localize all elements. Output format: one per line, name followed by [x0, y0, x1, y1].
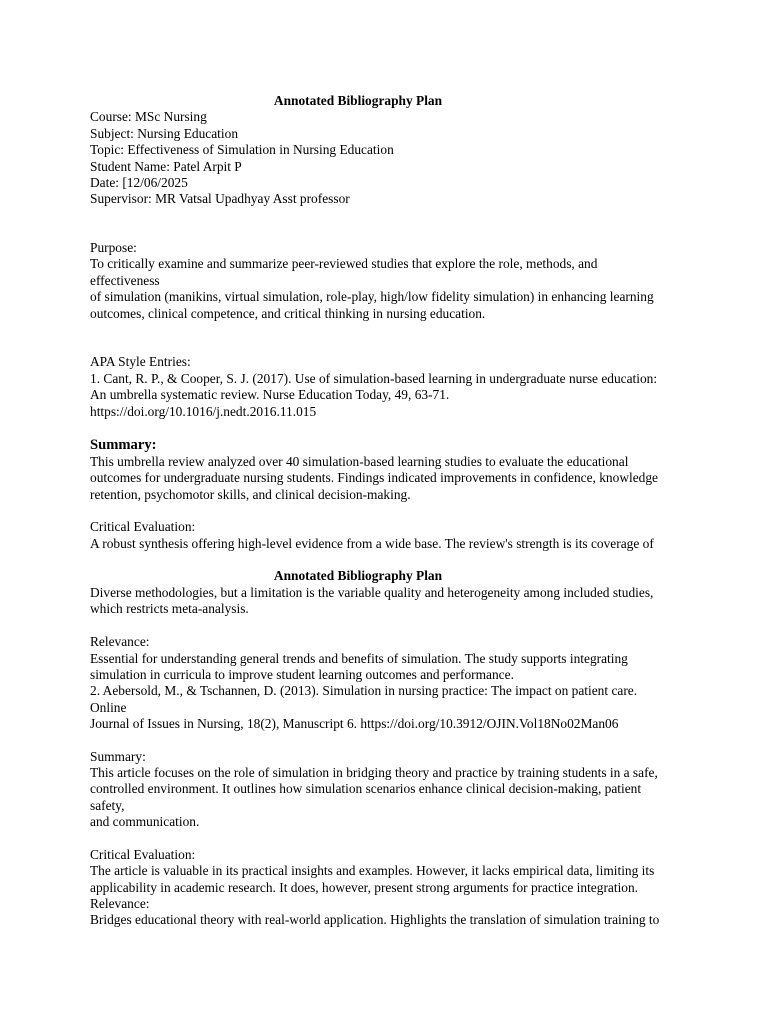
document-title: Annotated Bibliography Plan: [273, 93, 443, 108]
summary-text-line: safety,: [90, 798, 125, 813]
course-line: Course: MSc Nursing: [90, 109, 207, 124]
purpose-text-line: effectiveness: [90, 273, 160, 288]
supervisor-line: Supervisor: MR Vatsal Upadhyay Asst professor: [90, 191, 350, 206]
date-line: Date: [12/06/2025: [90, 175, 188, 190]
critical-evaluation-text-line: The article is valuable in its practical insights and examples. However, it lacks empirical data, limiting its: [90, 863, 655, 878]
critical-evaluation-text-line: which restricts meta-analysis.: [90, 601, 249, 616]
topic-line: Topic: Effectiveness of Simulation in Nursing Education: [90, 142, 394, 157]
reference-entry-2-line: 2. Aebersold, M., & Tschannen, D. (2013). Simulation in nursing practice: The impact on patient care.: [90, 683, 638, 698]
summary-text-line: and communication.: [90, 814, 200, 829]
student-name-line: Student Name: Patel Arpit P: [90, 159, 242, 174]
summary-heading: Summary:: [90, 437, 157, 453]
relevance-text-line: Bridges educational theory with real-world application. Highlights the translation of simulation training to: [90, 912, 660, 927]
reference-entry-2-line: Online: [90, 700, 127, 715]
purpose-text-line: of simulation (manikins, virtual simulation, role-play, high/low fidelity simulation) in enhancing learning: [90, 289, 654, 304]
summary-text-line: controlled environment. It outlines how simulation scenarios enhance clinical decision-making, patient: [90, 781, 642, 796]
summary-text-line: retention, psychomotor skills, and clinical decision-making.: [90, 487, 411, 502]
relevance-heading: Relevance:: [90, 634, 150, 649]
reference-entry-1-line: An umbrella systematic review. Nurse Education Today, 49, 63-71.: [90, 387, 450, 402]
critical-evaluation-text-line: A robust synthesis offering high-level evidence from a wide base. The review's strength is its coverage of: [90, 536, 654, 551]
apa-heading: APA Style Entries:: [90, 354, 191, 369]
relevance-text-line: simulation in curricula to improve student learning outcomes and performance.: [90, 667, 514, 682]
relevance-text-line: Essential for understanding general trends and benefits of simulation. The study supports integrating: [90, 651, 628, 666]
summary-text-line: This umbrella review analyzed over 40 simulation-based learning studies to evaluate the educational: [90, 454, 629, 469]
subject-line: Subject: Nursing Education: [90, 126, 239, 141]
summary-heading: Summary:: [90, 749, 146, 764]
reference-entry-1-doi: https://doi.org/10.1016/j.nedt.2016.11.015: [90, 404, 317, 419]
relevance-heading: Relevance:: [90, 896, 150, 911]
critical-evaluation-text-line: applicability in academic research. It does, however, present strong arguments for practice integration.: [90, 880, 639, 895]
purpose-heading: Purpose:: [90, 240, 137, 255]
reference-entry-2-line: Journal of Issues in Nursing, 18(2), Manuscript 6. https://doi.org/10.3912/OJIN.Vol18No02Man06: [90, 716, 619, 731]
summary-text-line: This article focuses on the role of simulation in bridging theory and practice by training students in a safe,: [90, 765, 658, 780]
critical-evaluation-heading: Critical Evaluation:: [90, 847, 196, 862]
purpose-text-line: outcomes, clinical competence, and critical thinking in nursing education.: [90, 306, 486, 321]
document-title: Annotated Bibliography Plan: [273, 568, 443, 583]
reference-entry-1-line: 1. Cant, R. P., & Cooper, S. J. (2017). Use of simulation-based learning in undergraduate nurse education:: [90, 371, 658, 386]
summary-text-line: outcomes for undergraduate nursing students. Findings indicated improvements in confidence, knowledge: [90, 470, 658, 485]
critical-evaluation-heading: Critical Evaluation:: [90, 519, 196, 534]
critical-evaluation-text-line: Diverse methodologies, but a limitation is the variable quality and heterogeneity among included studies,: [90, 585, 654, 600]
purpose-text-line: To critically examine and summarize peer-reviewed studies that explore the role, methods, and: [90, 256, 598, 271]
